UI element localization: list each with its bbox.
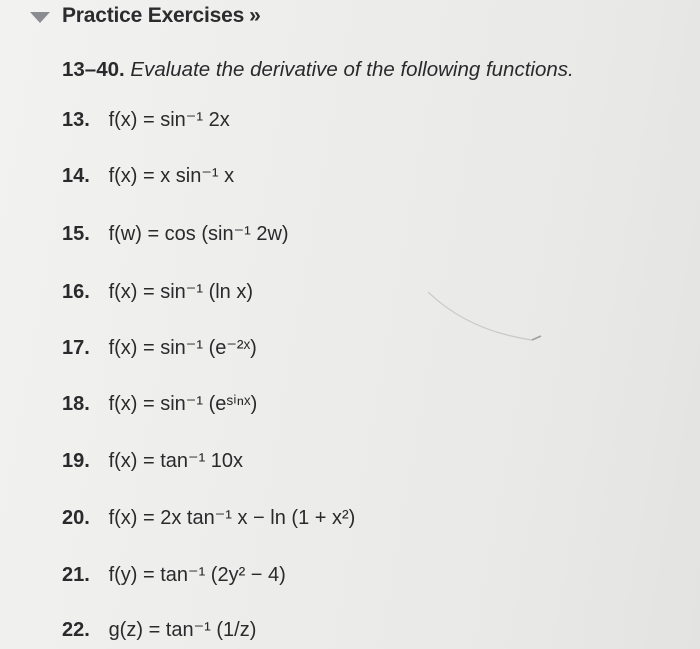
exercise-expression: f(x) = sin⁻¹ (ln x): [108, 281, 254, 303]
exercise-number: 15.: [62, 223, 90, 245]
exercise-number: 14.: [62, 165, 90, 187]
section-arrow: »: [249, 4, 261, 27]
exercise-number: 20.: [62, 507, 90, 529]
exercise-expression: f(y) = tan⁻¹ (2y² − 4): [108, 564, 286, 586]
exercise-21: [62, 562, 286, 587]
exercise-number: 16.: [62, 281, 90, 303]
exercise-17: [62, 335, 257, 360]
exercise-number: 17.: [62, 337, 90, 359]
exercise-16: [62, 279, 253, 304]
section-header[interactable]: [30, 3, 261, 29]
triangle-down-icon[interactable]: [30, 12, 50, 23]
exercise-number: 18.: [62, 393, 90, 415]
exercise-expression: f(x) = 2x tan⁻¹ x − ln (1 + x²): [108, 507, 356, 529]
exercise-13: [62, 107, 230, 132]
exercise-instructions: [62, 58, 574, 82]
exercise-expression: f(x) = sin⁻¹ 2x: [108, 109, 230, 131]
exercise-number: 19.: [62, 450, 90, 472]
exercise-18: [62, 391, 257, 416]
exercise-14: [62, 163, 234, 188]
exercise-number: 13.: [62, 109, 90, 131]
section-title: Practice Exercises: [62, 4, 245, 27]
exercise-expression: f(x) = x sin⁻¹ x: [108, 165, 235, 187]
exercise-19: [62, 448, 243, 473]
exercise-22: [62, 617, 256, 642]
instruction-text: Evaluate the derivative of the following functions.: [130, 58, 574, 81]
exercise-20: [62, 505, 355, 530]
exercise-expression: f(w) = cos (sin⁻¹ 2w): [108, 223, 289, 245]
exercise-range: 13–40.: [62, 58, 125, 81]
exercise-number: 21.: [62, 564, 90, 586]
exercise-expression: f(x) = tan⁻¹ 10x: [108, 450, 244, 472]
exercise-expression: f(x) = sin⁻¹ (eˢⁱⁿˣ): [108, 393, 258, 415]
exercise-number: 22.: [62, 619, 90, 641]
exercise-15: [62, 221, 289, 246]
exercise-expression: f(x) = sin⁻¹ (e⁻²ˣ): [108, 337, 257, 359]
exercise-expression: g(z) = tan⁻¹ (1/z): [108, 619, 257, 641]
